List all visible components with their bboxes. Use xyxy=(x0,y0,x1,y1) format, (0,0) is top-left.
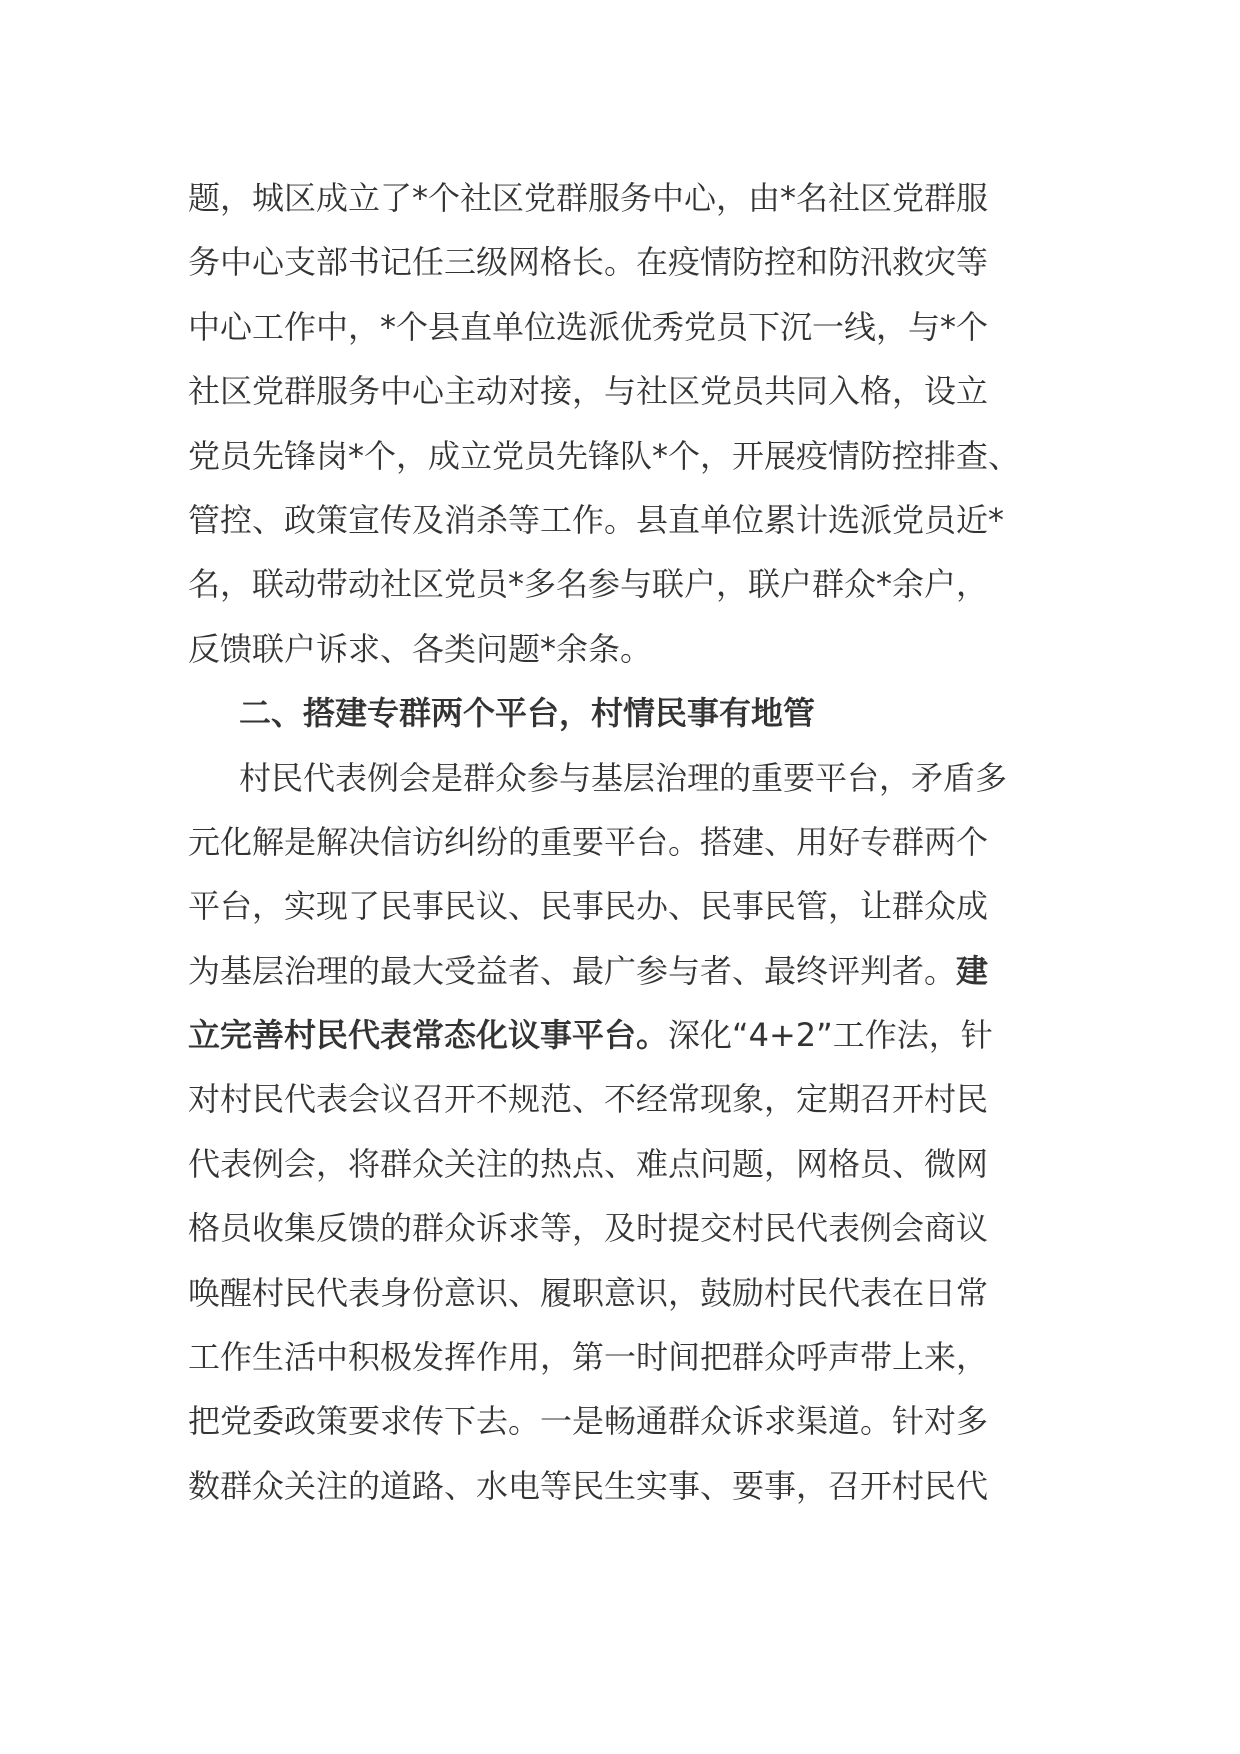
text-line: 把党委政策要求传下去。一是畅通群众诉求渠道。针对多 xyxy=(188,1402,989,1441)
text-line: 村民代表例会是群众参与基层治理的重要平台，矛盾多 xyxy=(239,758,1008,797)
text-line: 务中心支部书记任三级网格长。在疫情防控和防汛救灾等 xyxy=(188,243,989,282)
text-line-mixed xyxy=(188,939,1068,1003)
text-line: 党员先锋岗*个，成立党员先锋队*个，开展疫情防控排查、 xyxy=(188,436,1021,475)
text-line: 反馈联户诉求、各类问题*余条。 xyxy=(188,629,653,668)
text-line: 社区党群服务中心主动对接，与社区党员共同入格，设立 xyxy=(188,372,989,411)
text-line: 题，城区成立了*个社区党群服务中心，由*名社区党群服 xyxy=(188,179,989,217)
text-line: 中心工作中，*个县直单位选派优秀党员下沉一线，与*个 xyxy=(188,307,989,346)
section-heading: 二、搭建专群两个平台，村情民事有地管 xyxy=(239,694,816,733)
text-run: 为基层治理的最大受益者、最广参与者、最终评判者。 xyxy=(188,951,957,990)
text-line: 格员收集反馈的群众诉求等，及时提交村民代表例会商议 xyxy=(188,1209,989,1248)
bold-text-run: 立完善村民代表常态化议事平台。 xyxy=(188,1016,669,1055)
text-line: 对村民代表会议召开不规范、不经常现象，定期召开村民 xyxy=(188,1080,989,1119)
text-line: 元化解是解决信访纠纷的重要平台。搭建、用好专群两个 xyxy=(188,822,989,861)
text-run: 深化“4+2”工作法，针 xyxy=(668,1016,993,1055)
text-line: 工作生活中积极发挥作用，第一时间把群众呼声带上来， xyxy=(188,1338,989,1377)
paragraph-platforms xyxy=(188,746,1068,1519)
text-line: 名，联动带动社区党员*多名参与联户，联户群众*余户， xyxy=(188,565,989,604)
text-line: 唤醒村民代表身份意识、履职意识，鼓励村民代表在日常 xyxy=(188,1273,989,1312)
text-line: 平台，实现了民事民议、民事民办、民事民管，让群众成 xyxy=(188,887,989,926)
text-line: 管控、政策宣传及消杀等工作。县直单位累计选派党员近* xyxy=(188,500,1005,539)
text-line-mixed xyxy=(188,1003,1068,1067)
document-body xyxy=(188,166,1068,1518)
text-line: 代表例会，将群众关注的热点、难点问题，网格员、微网 xyxy=(188,1144,989,1183)
text-line: 数群众关注的道路、水电等民生实事、要事，召开村民代 xyxy=(188,1466,989,1505)
bold-text-run: 建 xyxy=(956,951,989,990)
paragraph-continued xyxy=(188,166,1068,681)
